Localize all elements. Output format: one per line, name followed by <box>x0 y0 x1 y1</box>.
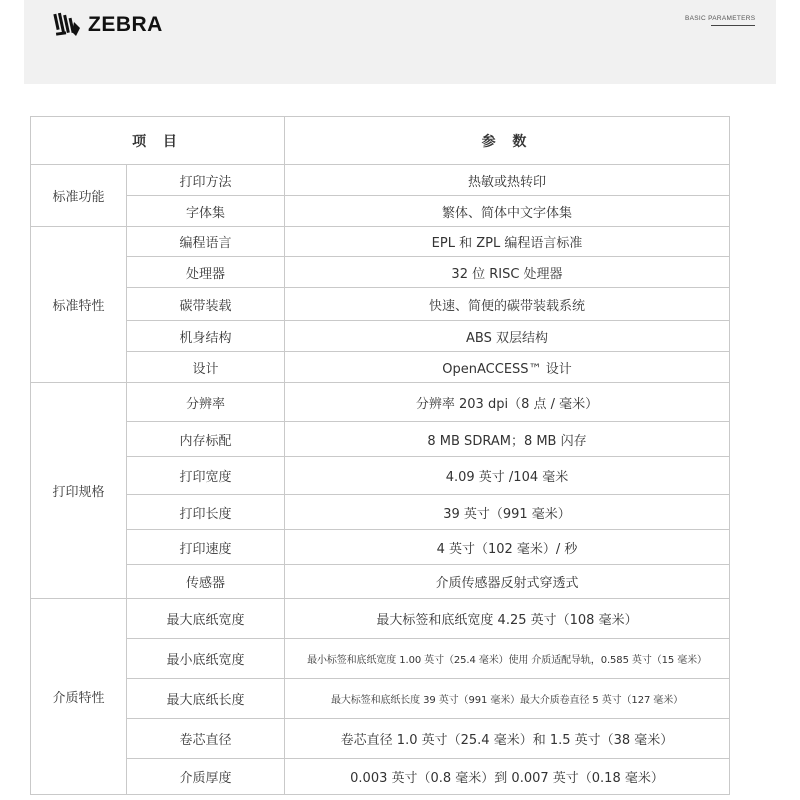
spec-table <box>30 116 730 795</box>
value-cell: OpenACCESS™ 设计 <box>285 352 730 383</box>
table-row <box>31 321 730 352</box>
value-cell: 32 位 RISC 处理器 <box>285 257 730 288</box>
table-row <box>31 257 730 288</box>
item-cell: 字体集 <box>127 196 285 227</box>
table-row <box>31 719 730 759</box>
table-row <box>31 565 730 599</box>
item-cell: 卷芯直径 <box>127 719 285 759</box>
item-cell: 介质厚度 <box>127 759 285 795</box>
item-cell: 设计 <box>127 352 285 383</box>
header-value: 参 数 <box>285 117 730 165</box>
item-cell: 处理器 <box>127 257 285 288</box>
header-item: 项 目 <box>31 117 285 165</box>
item-cell: 打印宽度 <box>127 457 285 495</box>
item-cell: 打印长度 <box>127 495 285 530</box>
table-row <box>31 457 730 495</box>
table-row <box>31 196 730 227</box>
table-row <box>31 288 730 321</box>
value-cell: 热敏或热转印 <box>285 165 730 196</box>
page-header <box>24 0 776 84</box>
value-cell: 最大标签和底纸长度 39 英寸（991 毫米）最大介质卷直径 5 英寸（127 毫米） <box>285 679 730 719</box>
table-row <box>31 530 730 565</box>
item-cell: 机身结构 <box>127 321 285 352</box>
value-cell: 4.09 英寸 /104 毫米 <box>285 457 730 495</box>
table-row <box>31 227 730 257</box>
value-cell: 39 英寸（991 毫米） <box>285 495 730 530</box>
table-header-row <box>31 117 730 165</box>
item-cell: 打印速度 <box>127 530 285 565</box>
section-label <box>685 15 755 22</box>
value-cell: ABS 双层结构 <box>285 321 730 352</box>
table-row <box>31 383 730 422</box>
table-row <box>31 599 730 639</box>
item-cell: 分辨率 <box>127 383 285 422</box>
value-cell: 繁体、简体中文字体集 <box>285 196 730 227</box>
category-cell: 标准特性 <box>31 227 127 383</box>
zebra-logo <box>52 10 163 40</box>
value-cell: 最小标签和底纸宽度 1.00 英寸（25.4 毫米）使用 介质适配导轨，0.585 英寸（15 毫米） <box>285 639 730 679</box>
value-cell: 卷芯直径 1.0 英寸（25.4 毫米）和 1.5 英寸（38 毫米） <box>285 719 730 759</box>
table-row <box>31 165 730 196</box>
table-row <box>31 495 730 530</box>
table-row <box>31 639 730 679</box>
category-cell: 介质特性 <box>31 599 127 795</box>
value-cell: 8 MB SDRAM；8 MB 闪存 <box>285 422 730 457</box>
item-cell: 传感器 <box>127 565 285 599</box>
value-cell: 最大标签和底纸宽度 4.25 英寸（108 毫米） <box>285 599 730 639</box>
item-cell: 最大底纸长度 <box>127 679 285 719</box>
item-cell: 编程语言 <box>127 227 285 257</box>
category-cell: 标准功能 <box>31 165 127 227</box>
value-cell: 分辨率 203 dpi（8 点 / 毫米） <box>285 383 730 422</box>
value-cell: 0.003 英寸（0.8 毫米）到 0.007 英寸（0.18 毫米） <box>285 759 730 795</box>
item-cell: 最大底纸宽度 <box>127 599 285 639</box>
item-cell: 碳带装载 <box>127 288 285 321</box>
section-label-underline <box>711 25 755 26</box>
section-label-text: BASIC PARAMETERS <box>685 15 756 22</box>
item-cell: 内存标配 <box>127 422 285 457</box>
value-cell: 4 英寸（102 毫米）/ 秒 <box>285 530 730 565</box>
item-cell: 最小底纸宽度 <box>127 639 285 679</box>
table-row <box>31 759 730 795</box>
brand-name: ZEBRA <box>88 13 163 36</box>
zebra-head-icon <box>52 10 82 40</box>
value-cell: 快速、简便的碳带装载系统 <box>285 288 730 321</box>
value-cell: 介质传感器反射式穿透式 <box>285 565 730 599</box>
item-cell: 打印方法 <box>127 165 285 196</box>
value-cell: EPL 和 ZPL 编程语言标准 <box>285 227 730 257</box>
table-row <box>31 352 730 383</box>
category-cell: 打印规格 <box>31 383 127 599</box>
table-row <box>31 422 730 457</box>
table-row <box>31 679 730 719</box>
